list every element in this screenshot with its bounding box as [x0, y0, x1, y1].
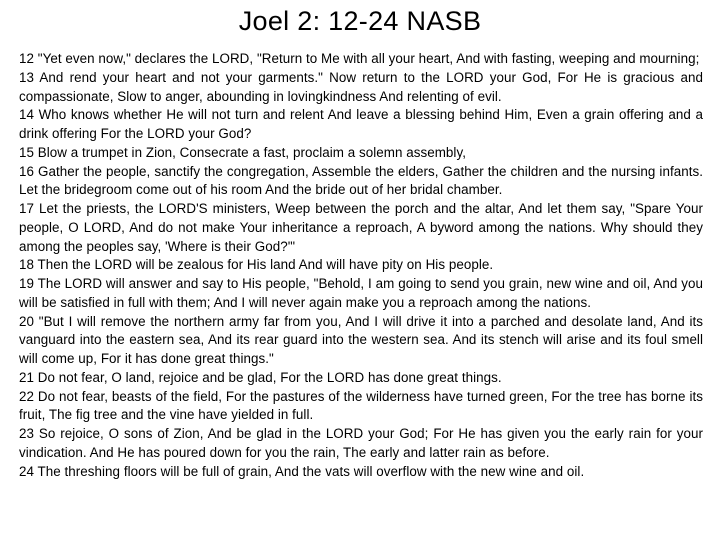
verse-list [19, 50, 703, 481]
verse-24: 24 The threshing floors will be full of grain, And the vats will overflow with the new wine and oil. [19, 463, 585, 479]
verse-23: 23 So rejoice, O sons of Zion, And be glad in the LORD your God; For He has given you the early rain for your vindication. And He has poured down for you the rain, The early and latter rain as before. [19, 426, 703, 460]
verse-18: 18 Then the LORD will be zealous for His land And will have pity on His people. [19, 257, 494, 273]
verse-16: 16 Gather the people, sanctify the congregation, Assemble the elders, Gather the children and the nursing infants. Let the bridegroom come out of his room And the bride out of her bridal chamber. [19, 163, 703, 198]
verse-15: 15 Blow a trumpet in Zion, Consecrate a fast, proclaim a solemn assembly, [19, 144, 466, 160]
verse-17: 17 Let the priests, the LORD'S ministers, Weep between the porch and the altar, And let them say, "Spare Your people, O LORD, And do not make Your inheritance a reproach, A byword among the nations. Why should they among the peoples say, 'Where is their God?'" [19, 201, 703, 254]
verse-13: 13 And rend your heart and not your garments." Now return to the LORD your God, For He is gracious and compassionate, Slow to anger, abounding in lovingkindness And relenting of evil. [19, 69, 703, 104]
slide-title: Joel 2: 12-24 NASB [238, 6, 482, 36]
verse-22: 22 Do not fear, beasts of the field, For the pastures of the wilderness have turned green, For the tree has borne its fruit, The fig tree and the vine have yielded in full. [19, 388, 703, 423]
verse-21: 21 Do not fear, O land, rejoice and be glad, For the LORD has done great things. [19, 369, 502, 385]
verse-19: 19 The LORD will answer and say to His people, "Behold, I am going to send you grain, new wine and oil, And you will be satisfied in full with them; And I will never again make you a reproach among the nations. [19, 276, 703, 310]
verse-12: 12 "Yet even now," declares the LORD, "Return to Me with all your heart, And with fasting, weeping and mourning; [19, 51, 700, 66]
verse-14: 14 Who knows whether He will not turn and relent And leave a blessing behind Him, Even a grain offering and a drink offering For the LORD your God? [19, 107, 703, 141]
verse-20: 20 "But I will remove the northern army far from you, And I will drive it into a parched and desolate land, And its vanguard into the eastern sea, And its rear guard into the western sea. And its stench will arise and its foul smell will come up, For it has done great things." [19, 313, 703, 366]
